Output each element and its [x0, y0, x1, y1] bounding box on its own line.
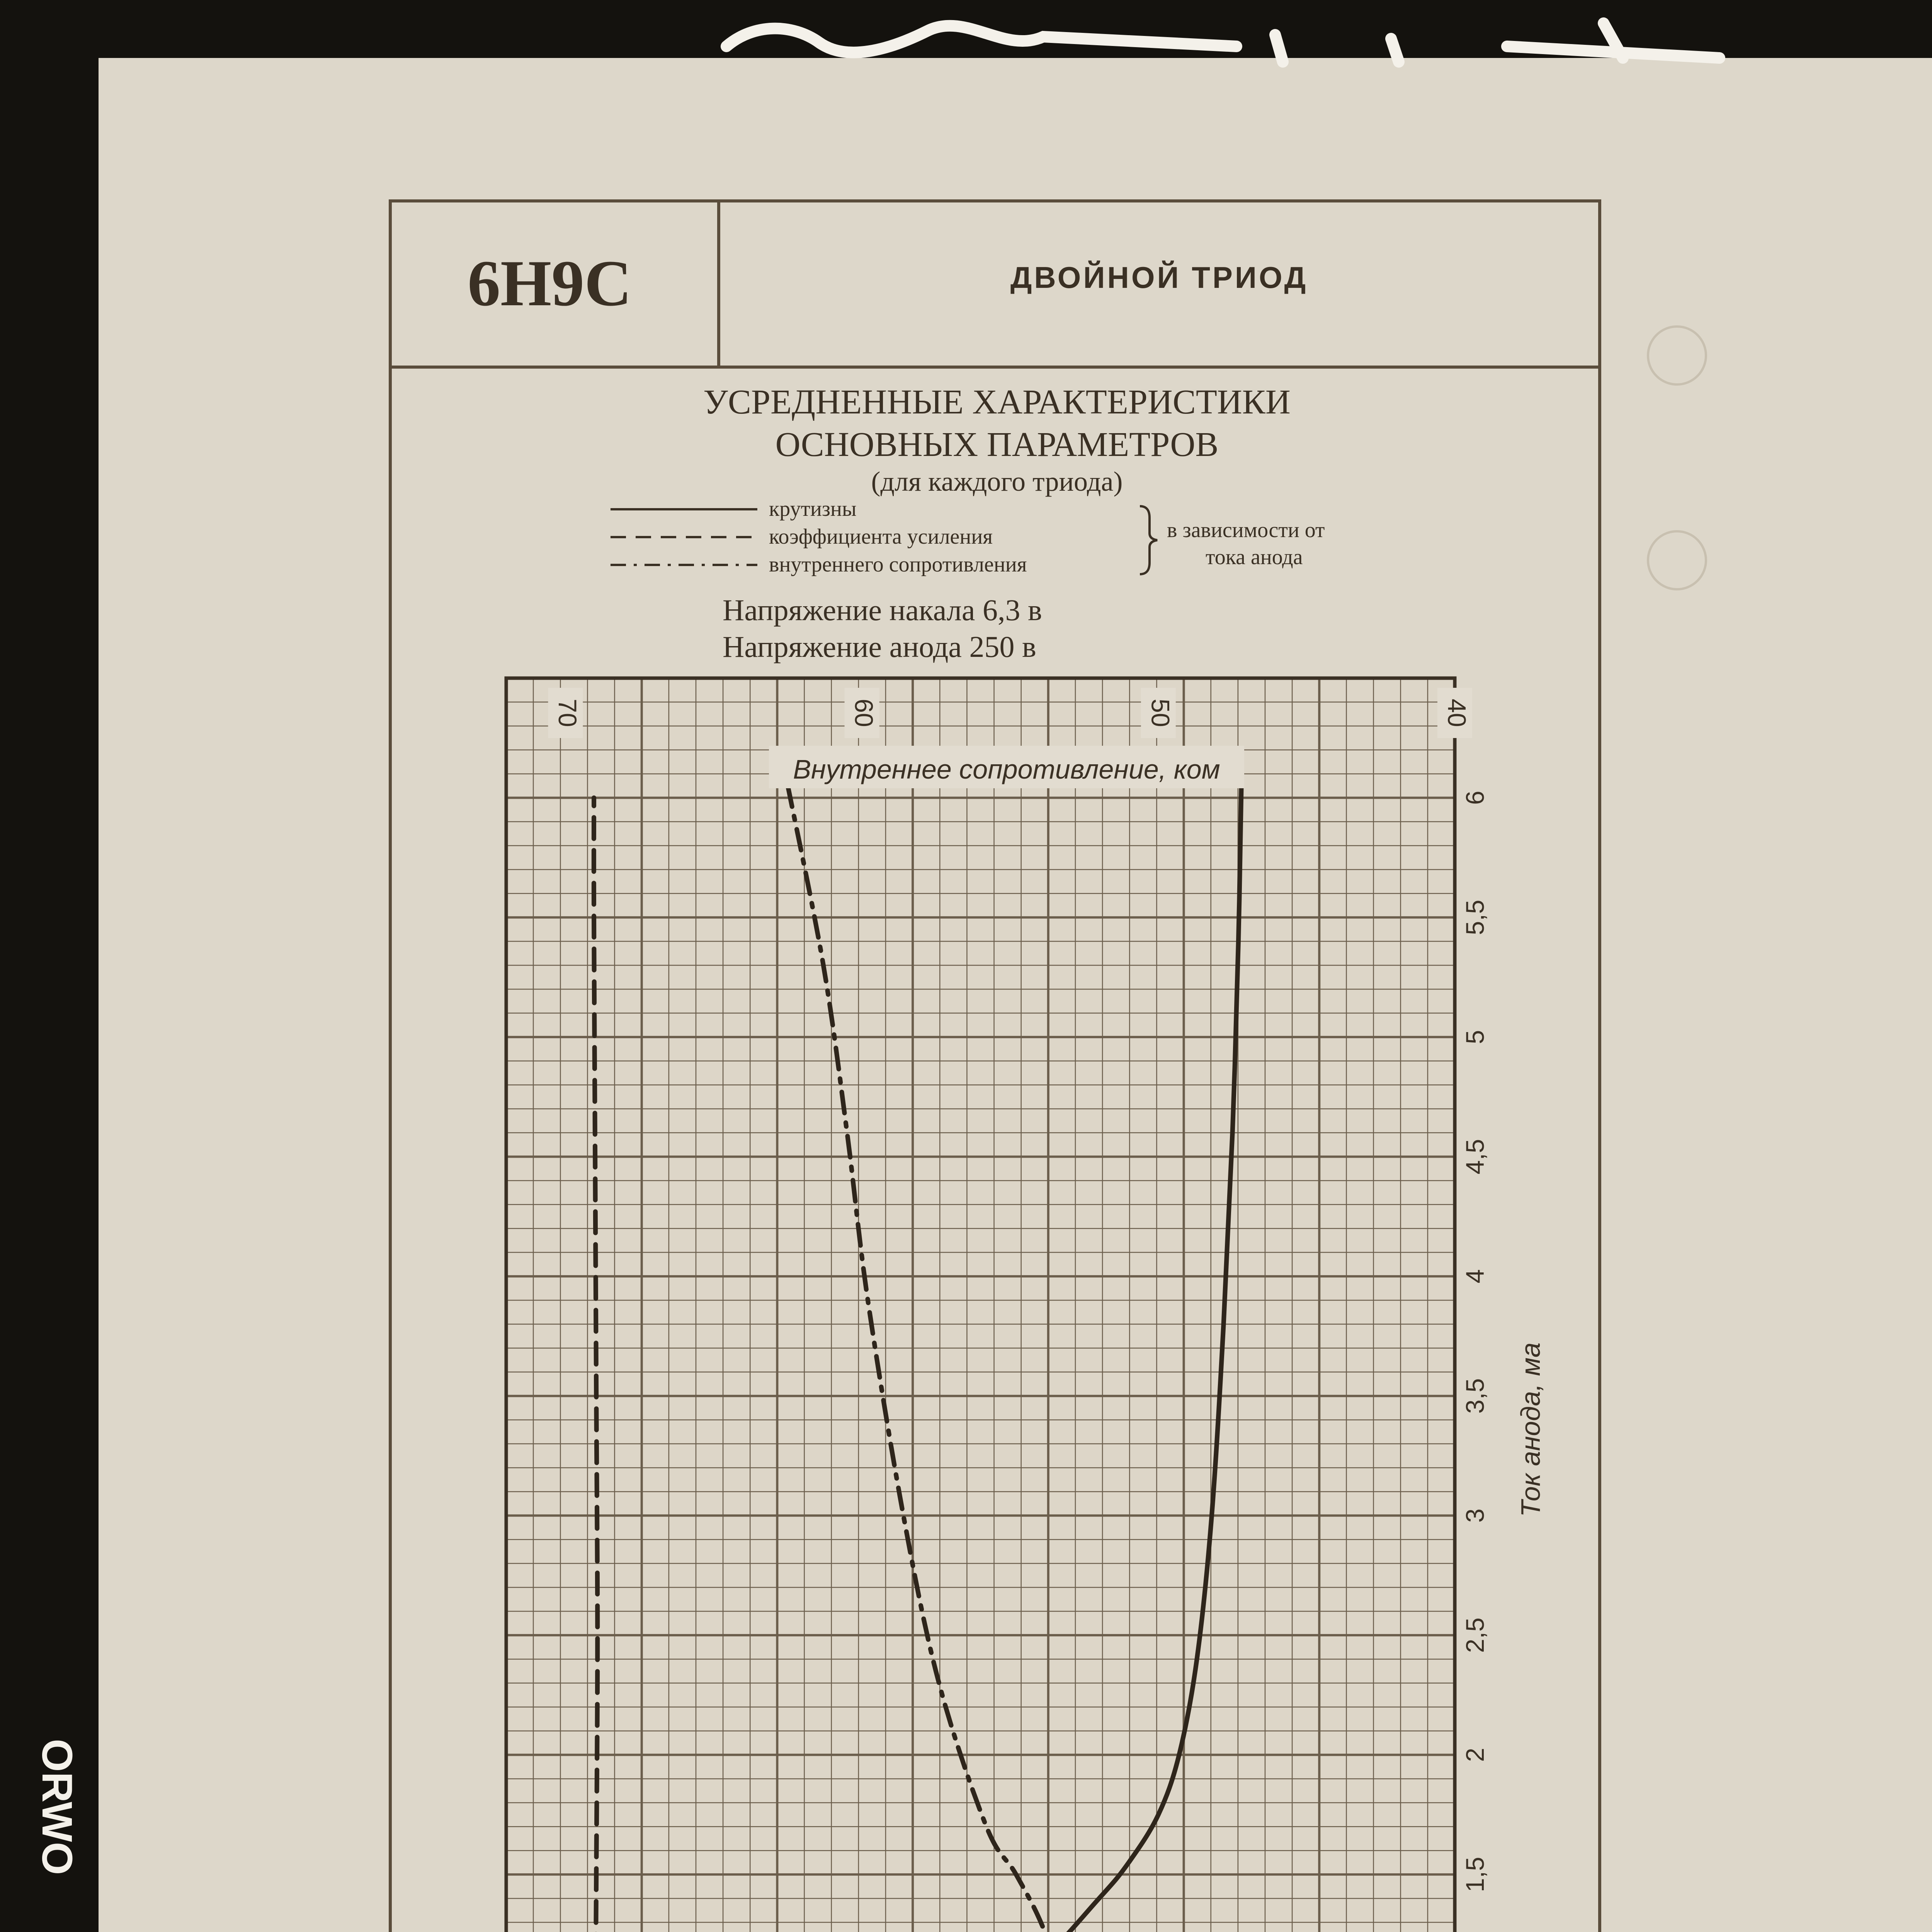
condition-anode-voltage: Напряжение анода 250 в [723, 630, 1036, 663]
chart-title-line1: УСРЕДНЕННЫЕ ХАРАКТЕРИСТИКИ [703, 383, 1291, 421]
y-tick-label: 4,5 [1461, 1139, 1489, 1175]
y-tick-label: 3 [1461, 1508, 1489, 1523]
tube-type: ДВОЙНОЙ ТРИОД [1010, 260, 1308, 294]
y-tick-label: 1,5 [1461, 1857, 1489, 1893]
resistance-tick-label: 60 [850, 699, 879, 727]
resistance-tick-label: 40 [1442, 699, 1471, 727]
legend-label-resistance: внутреннего сопротивления [769, 553, 1027, 577]
tube-code: 6Н9С [468, 247, 632, 320]
chart-area [506, 678, 1546, 1932]
y-tick-label: 6 [1461, 791, 1489, 805]
resistance-tick-label: 70 [553, 699, 582, 727]
y-tick-label: 2 [1461, 1748, 1489, 1762]
legend-label-slope: крутизны [769, 497, 857, 521]
y-tick-label: 2,5 [1461, 1617, 1489, 1653]
chart-title-line2: ОСНОВНЫХ ПАРАМЕТРОВ [775, 425, 1219, 464]
y-tick-label: 3,5 [1461, 1378, 1489, 1414]
chart-background [506, 678, 1455, 1932]
film-brand: ORWO [33, 1739, 81, 1875]
condition-heater-voltage: Напряжение накала 6,3 в [723, 593, 1042, 627]
y-tick-label: 4 [1461, 1269, 1489, 1284]
y-tick-label: 5,5 [1461, 900, 1489, 935]
legend-label-gain: коэффициента усиления [769, 525, 993, 549]
resistance-axis-label: Внутреннее сопротивление, ком [793, 754, 1220, 784]
y-tick-label: 5 [1461, 1030, 1489, 1044]
legend-brace-text-1: в зависимости от [1167, 518, 1325, 542]
resistance-tick-label: 50 [1146, 699, 1175, 727]
y-axis-label: Ток анода, ма [1515, 1342, 1546, 1517]
legend-brace-text-2: тока анода [1206, 545, 1303, 569]
chart-title-line3: (для каждого триода) [871, 466, 1123, 497]
